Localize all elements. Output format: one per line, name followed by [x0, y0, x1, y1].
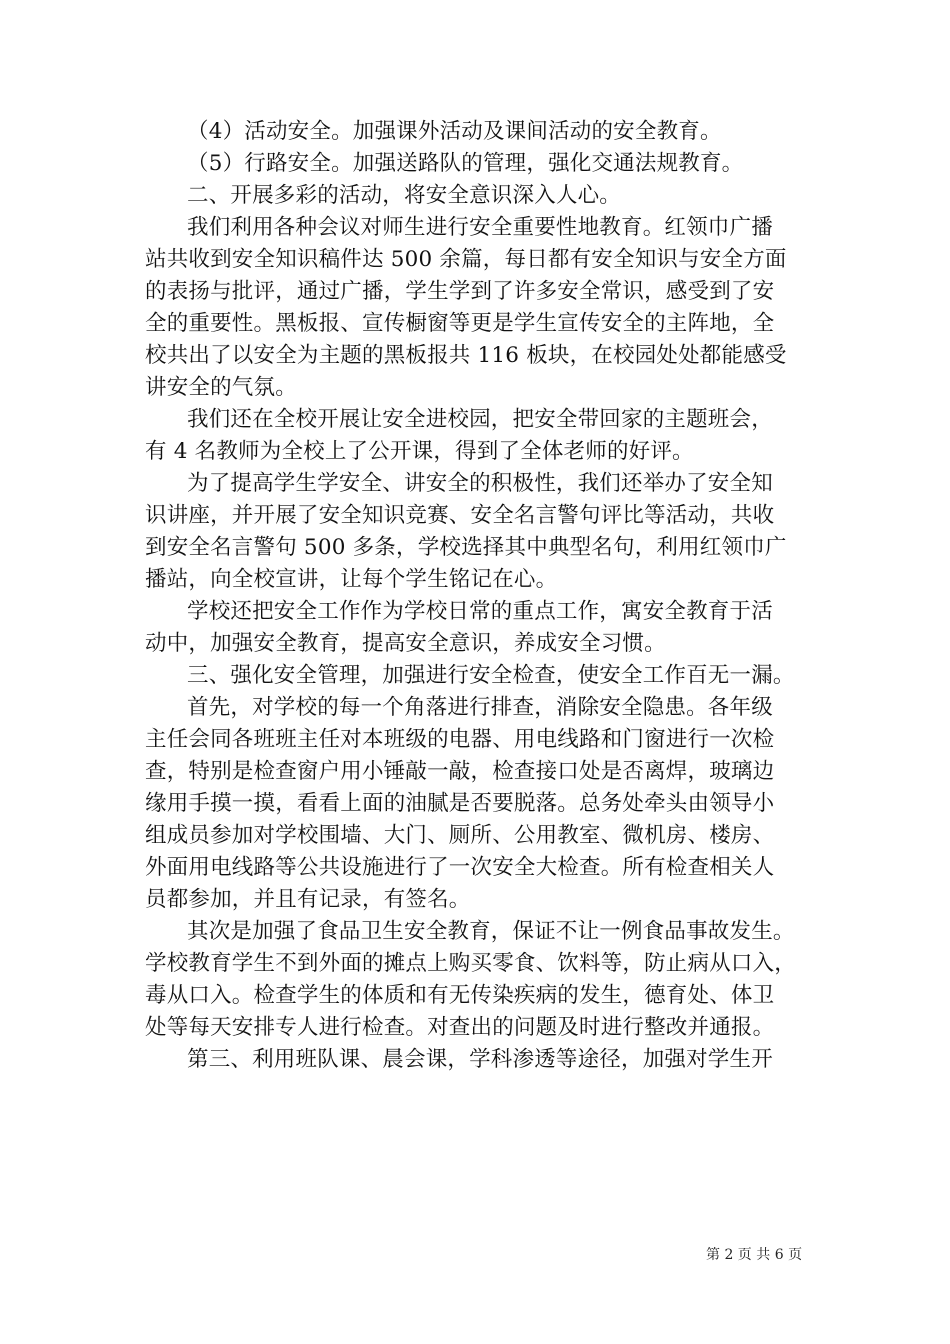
- text-line: 学校教育学生不到外面的摊点上购买零食、饮料等，防止病从口入，: [145, 951, 797, 976]
- paragraph: [145, 916, 825, 1044]
- text-line: 我们利用各种会议对师生进行安全重要性地教育。红领巾广播: [187, 215, 773, 240]
- page-number: 第 2 页 共 6 页: [706, 1247, 803, 1263]
- paragraph: [145, 212, 825, 404]
- document-body: [145, 116, 825, 1076]
- text-line: 处等每天安排专人进行检查。对查出的问题及时进行整改并通报。: [145, 1015, 775, 1040]
- text-line: 主任会同各班班主任对本班级的电器、用电线路和门窗进行一次检: [145, 727, 775, 752]
- text-line: 校共出了以安全为主题的黑板报共 116 板块，在校园处处都能感受: [145, 343, 787, 368]
- text-line: 外面用电线路等公共设施进行了一次安全大检查。所有检查相关人: [145, 855, 775, 880]
- text-line: （5）行路安全。加强送路队的管理，强化交通法规教育。: [187, 151, 744, 176]
- paragraph: [145, 180, 825, 212]
- text-line: 的表扬与批评，通过广播，学生学到了许多安全常识，感受到了安: [145, 279, 775, 304]
- text-line: 我们还在全校开展让安全进校园，把安全带回家的主题班会，: [187, 407, 773, 432]
- text-line: 到安全名言警句 500 多条，学校选择其中典型名句，利用红领巾广: [145, 535, 787, 560]
- text-line: 有 4 名教师为全校上了公开课，得到了全体老师的好评。: [145, 439, 694, 464]
- text-line: 毒从口入。检查学生的体质和有无传染疾病的发生，德育处、体卫: [145, 983, 775, 1008]
- text-line: 播站，向全校宣讲，让每个学生铭记在心。: [145, 567, 558, 592]
- text-line: 为了提高学生学安全、讲安全的积极性，我们还举办了安全知: [187, 471, 773, 496]
- text-line: 动中，加强安全教育，提高安全意识，养成安全习惯。: [145, 631, 666, 656]
- paragraph: [145, 468, 825, 596]
- text-line: 缘用手摸一摸，看看上面的油腻是否要脱落。总务处牵头由领导小: [145, 791, 775, 816]
- paragraph: [145, 660, 825, 692]
- text-line: 员都参加，并且有记录，有签名。: [145, 887, 471, 912]
- text-line: 二、开展多彩的活动，将安全意识深入人心。: [187, 183, 622, 208]
- text-line: 其次是加强了食品卫生安全教育，保证不让一例食品事故发生。: [187, 919, 795, 944]
- text-line: 三、强化安全管理，加强进行安全检查，使安全工作百无一漏。: [187, 663, 795, 688]
- text-line: 识讲座，并开展了安全知识竞赛、安全名言警句评比等活动，共收: [145, 503, 775, 528]
- paragraph: [145, 148, 825, 180]
- text-line: 全的重要性。黑板报、宣传橱窗等更是学生宣传安全的主阵地，全: [145, 311, 775, 336]
- paragraph: [145, 404, 825, 468]
- text-line: （4）活动安全。加强课外活动及课间活动的安全教育。: [187, 119, 722, 144]
- text-line: 讲安全的气氛。: [145, 375, 297, 400]
- paragraph: [145, 116, 825, 148]
- paragraph: [145, 1044, 825, 1076]
- text-line: 站共收到安全知识稿件达 500 余篇，每日都有安全知识与安全方面: [145, 247, 787, 272]
- paragraph: [145, 596, 825, 660]
- text-line: 查，特别是检查窗户用小锤敲一敲，检查接口处是否离焊，玻璃边: [145, 759, 775, 784]
- paragraph: [145, 692, 825, 916]
- text-line: 学校还把安全工作作为学校日常的重点工作，寓安全教育于活: [187, 599, 773, 624]
- text-line: 组成员参加对学校围墙、大门、厕所、公用教室、微机房、楼房、: [145, 823, 775, 848]
- text-line: 第三、利用班队课、晨会课，学科渗透等途径，加强对学生开: [187, 1047, 773, 1072]
- text-line: 首先，对学校的每一个角落进行排查，消除安全隐患。各年级: [187, 695, 773, 720]
